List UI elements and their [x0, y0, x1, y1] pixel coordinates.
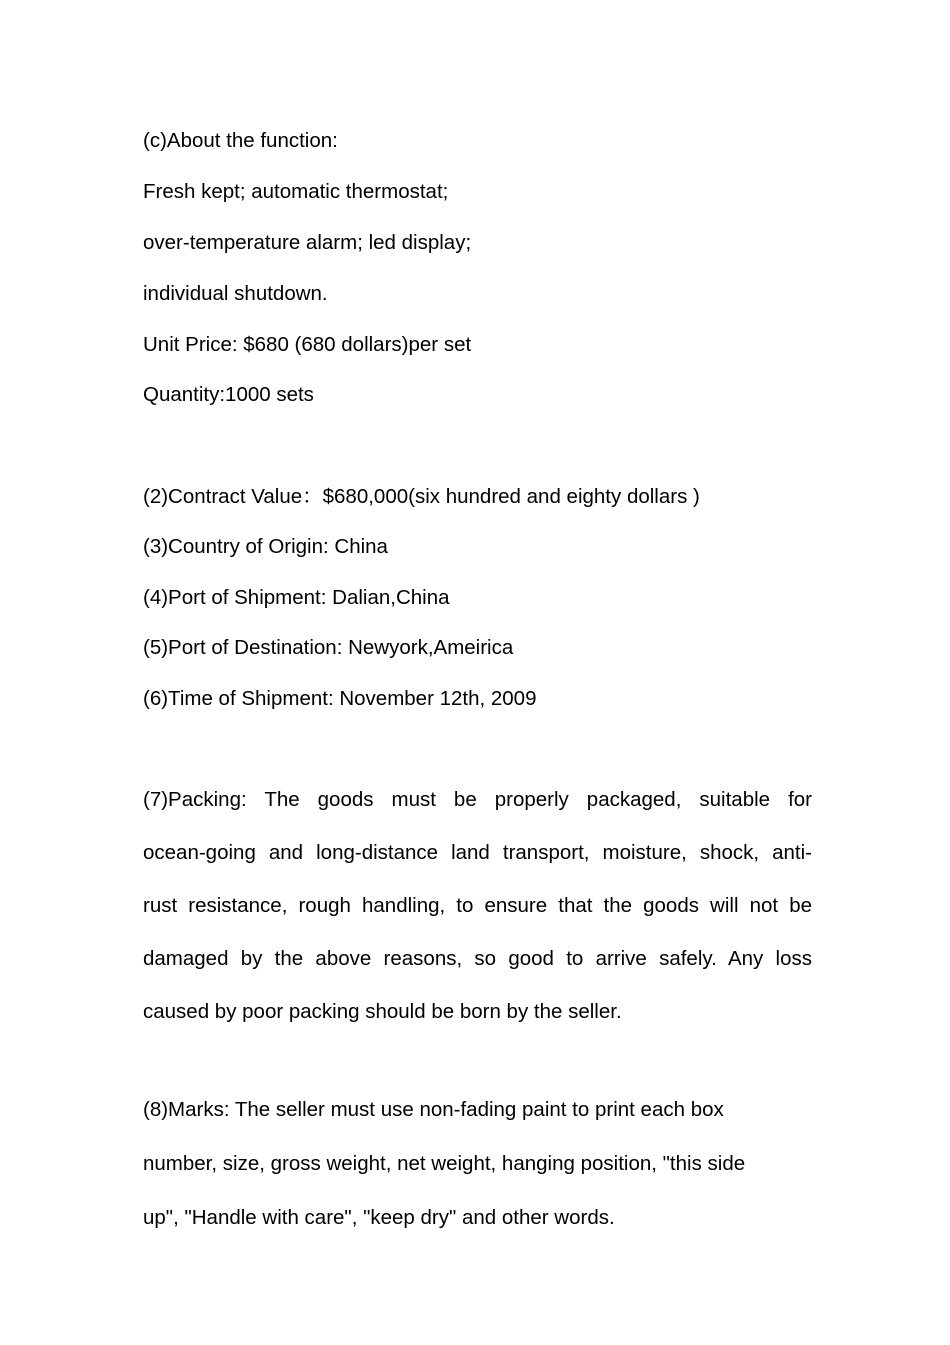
marks-line-2: number, size, gross weight, net weight, hanging position, "this side [143, 1152, 746, 1175]
marks-line-3: up", "Handle with care", "keep dry" and other words. [143, 1206, 615, 1229]
function-line-2: over-temperature alarm; led display; [143, 231, 472, 254]
country-of-origin: (3)Country of Origin: China [143, 535, 388, 558]
function-line-1: Fresh kept; automatic thermostat; [143, 180, 449, 203]
packing-line-5: caused by poor packing should be born by the seller. [143, 1000, 622, 1023]
port-of-shipment: (4)Port of Shipment: Dalian,China [143, 586, 450, 609]
function-heading: (c)About the function: [143, 129, 338, 152]
port-of-destination: (5)Port of Destination: Newyork,Ameirica [143, 636, 514, 659]
function-line-3: individual shutdown. [143, 282, 328, 305]
time-of-shipment: (6)Time of Shipment: November 12th, 2009 [143, 687, 537, 710]
packing-line-1: (7)Packing: The goods must be properly packaged, suitable for [143, 788, 812, 811]
quantity: Quantity:1000 sets [143, 383, 314, 406]
packing-line-3: rust resistance, rough handling, to ensure that the goods will not be [143, 894, 812, 917]
contract-value: (2)Contract Value：$680,000(six hundred and eighty dollars ) [143, 485, 700, 508]
unit-price: Unit Price: $680 (680 dollars)per set [143, 333, 472, 356]
packing-line-4: damaged by the above reasons, so good to arrive safely. Any loss [143, 947, 812, 970]
packing-line-2: ocean-going and long-distance land transport, moisture, shock, anti- [143, 841, 812, 864]
marks-line-1: (8)Marks: The seller must use non-fading paint to print each box [143, 1098, 724, 1121]
